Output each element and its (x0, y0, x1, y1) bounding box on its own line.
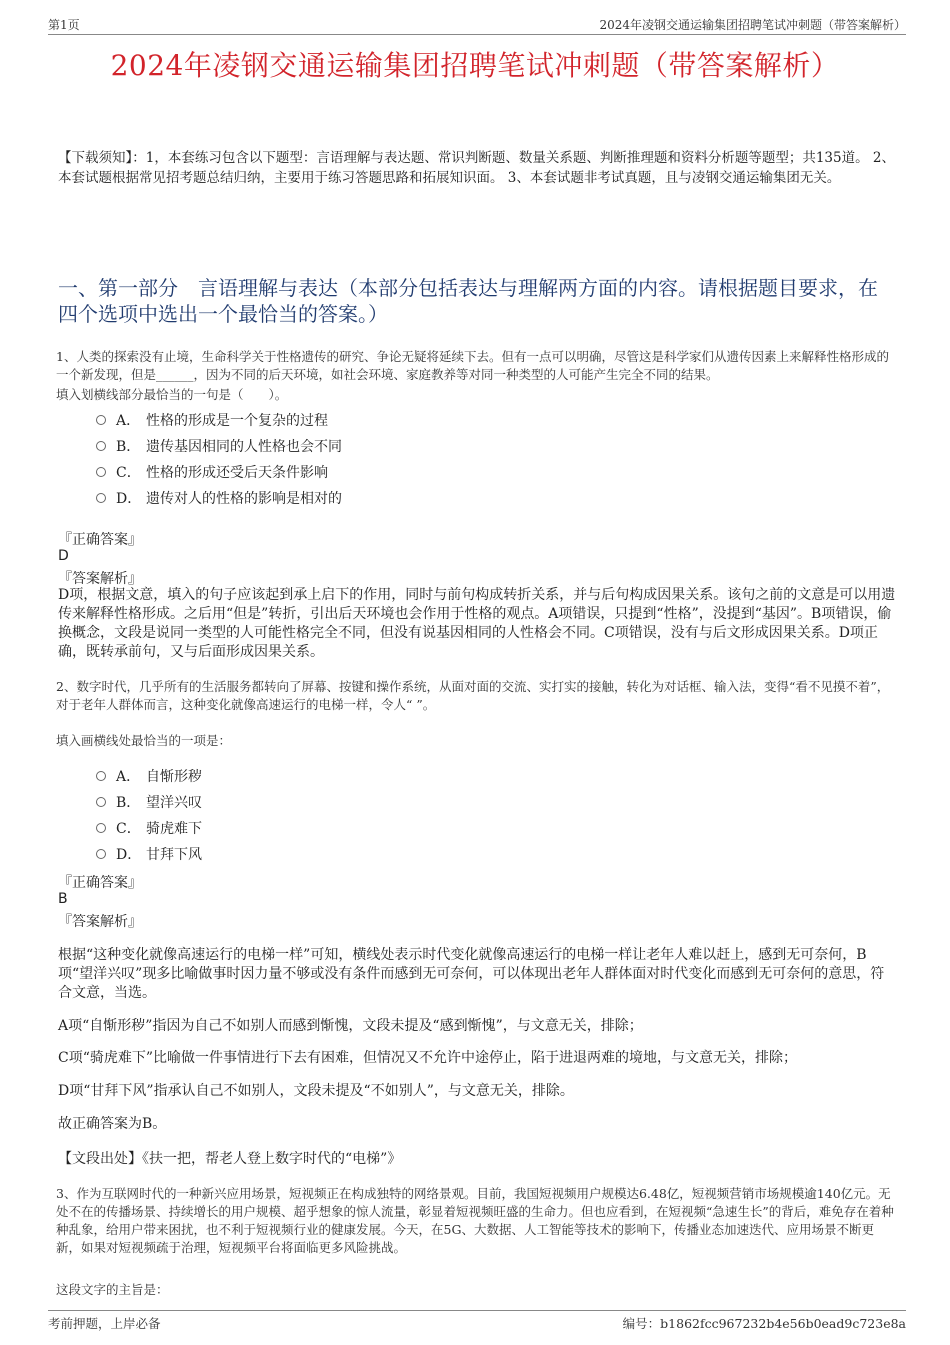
radio-icon[interactable] (96, 493, 106, 503)
question-2-prompt: 填入画横线处最恰当的一项是： (56, 733, 232, 748)
question-1-option-b[interactable]: B． 遗传基因相同的人性格也会不同 (96, 436, 342, 456)
question-1-option-a[interactable]: A． 性格的形成是一个复杂的过程 (96, 410, 328, 430)
radio-icon[interactable] (96, 467, 106, 477)
question-1-answer-label: 『正确答案』 (58, 532, 142, 548)
question-2-stem: 2、数字时代，几乎所有的生活服务都转向了屏幕、按键和操作系统，从面对面的交流、实打实的接触，转化为对话框、输入法，变得“看不见摸不着”，对于老年人群体而言，这种变化就像高速运行的电梯一样，令人“ ”。 (56, 679, 890, 712)
question-2-answer-label: 『正确答案』 (58, 875, 142, 891)
question-2-analysis-label: 『答案解析』 (58, 914, 142, 930)
question-2-option-d[interactable]: D． 甘拜下风 (96, 844, 202, 864)
question-2-answer: B (58, 891, 68, 907)
page-number: 第1页 (48, 18, 80, 32)
radio-icon[interactable] (96, 823, 106, 833)
question-2-analysis-c: C项“骑虎难下”比喻做一件事情进行下去有困难，但情况又不允许中途停止，陷于进退两难的境地，与文意无关，排除； (58, 1050, 798, 1066)
download-notice: 【下载须知】：1，本套练习包含以下题型：言语理解与表达题、常识判断题、数量关系题、判断推理题和资料分析题等题型；共135道。 2、本套试题根据常见招考题总结归纳，主要用于练习答题思路和拓展知识面。 3、本套试题非考试真题，且与凌钢交通运输集团无关。 (58, 150, 895, 186)
question-2-analysis-d: D项“甘拜下风”指承认自己不如别人，文段未提及“不如别人”，与文意无关，排除。 (58, 1083, 574, 1099)
question-2-analysis-a: A项“自惭形秽”指因为自己不如别人而感到惭愧，文段未提及“感到惭愧”，与文意无关，排除； (58, 1018, 643, 1034)
question-1-stem: 1、人类的探索没有止境，生命科学关于性格遗传的研究、争论无疑将延续下去。但有一点可以明确，尽管这是科学家们从遗传因素上来解释性格形成的一个新发现，但是______，因为不同的后天环境，如社会环境、家庭教养等对同一种类型的人可能产生完全不同的结果。 (56, 349, 889, 382)
question-3-stem: 3、作为互联网时代的一种新兴应用场景，短视频正在构成独特的网络景观。目前，我国短视频用户规模达6.48亿，短视频营销市场规模逾140亿元。无处不在的传播场景、持续增长的用户规模、超乎想象的惊人流量，彰显着短视频旺盛的生命力。但也应看到，在短视频“急速生长”的背后，难免存在着种种乱象，给用户带来困扰，也不利于短视频行业的健康发展。今天，在5G、大数据、人工智能等技术的影响下，传播业态加速迭代、应用场景不断更新，如果对短视频疏于治理，短视频平台将面临更多风险挑战。 (56, 1186, 894, 1255)
question-1-option-c[interactable]: C． 性格的形成还受后天条件影响 (96, 462, 328, 482)
footer-slogan: 考前押题，上岸必备 (48, 1316, 161, 1331)
page-header (48, 14, 906, 35)
question-1-answer: D (58, 548, 69, 564)
question-2-option-b[interactable]: B． 望洋兴叹 (96, 792, 202, 812)
header-doc-title: 2024年凌钢交通运输集团招聘笔试冲刺题（带答案解析） (599, 18, 906, 32)
footer-divider (48, 1310, 906, 1311)
question-2-option-c[interactable]: C． 骑虎难下 (96, 818, 202, 838)
question-2-conclusion: 故正确答案为B。 (58, 1116, 167, 1132)
radio-icon[interactable] (96, 849, 106, 859)
document-title: 2024年凌钢交通运输集团招聘笔试冲刺题（带答案解析） (110, 49, 840, 82)
footer-code: 编号：b1862fcc967232b4e56b0ead9c723e8a (622, 1316, 906, 1331)
question-2-analysis-main: 根据“这种变化就像高速运行的电梯一样”可知，横线处表示时代变化就像高速运行的电梯一样让老年人难以赶上，感到无可奈何，B项“望洋兴叹”现多比喻做事时因力量不够或没有条件而感到无可奈何，可以体现出老年人群体面对时代变化而感到无可奈何的意思，符合文意，当选。 (58, 947, 885, 1001)
question-3-prompt: 这段文字的主旨是： (56, 1282, 169, 1297)
radio-icon[interactable] (96, 415, 106, 425)
question-2-option-a[interactable]: A． 自惭形秽 (96, 766, 202, 786)
section-heading: 一、第一部分 言语理解与表达（本部分包括表达与理解两方面的内容。请根据题目要求，在四个选项中选出一个最恰当的答案。） (58, 276, 878, 326)
question-1-analysis-label: 『答案解析』 (58, 571, 142, 587)
radio-icon[interactable] (96, 441, 106, 451)
question-1-option-d[interactable]: D． 遗传对人的性格的影响是相对的 (96, 488, 342, 508)
radio-icon[interactable] (96, 797, 106, 807)
question-1-prompt: 填入划横线部分最恰当的一句是（ ）。 (56, 387, 288, 402)
question-2-source: 【文段出处】《扶一把，帮老人登上数字时代的“电梯”》 (58, 1151, 402, 1167)
question-1-analysis: D项，根据文意，填入的句子应该起到承上启下的作用，同时与前句构成转折关系，并与后句构成因果关系。该句之前的文意是可以用遗传来解释性格形成。之后用“但是”转折，引出后天环境也会作用于性格的观点。A项错误，只提到“性格”，没提到“基因”。B项错误，偷换概念，文段是说同一类型的人可能性格完全不同，但没有说基因相同的人性格会不同。C项错误，没有与后文形成因果关系。D项正确，既转承前句，又与后面形成因果关系。 (58, 587, 896, 660)
radio-icon[interactable] (96, 771, 106, 781)
